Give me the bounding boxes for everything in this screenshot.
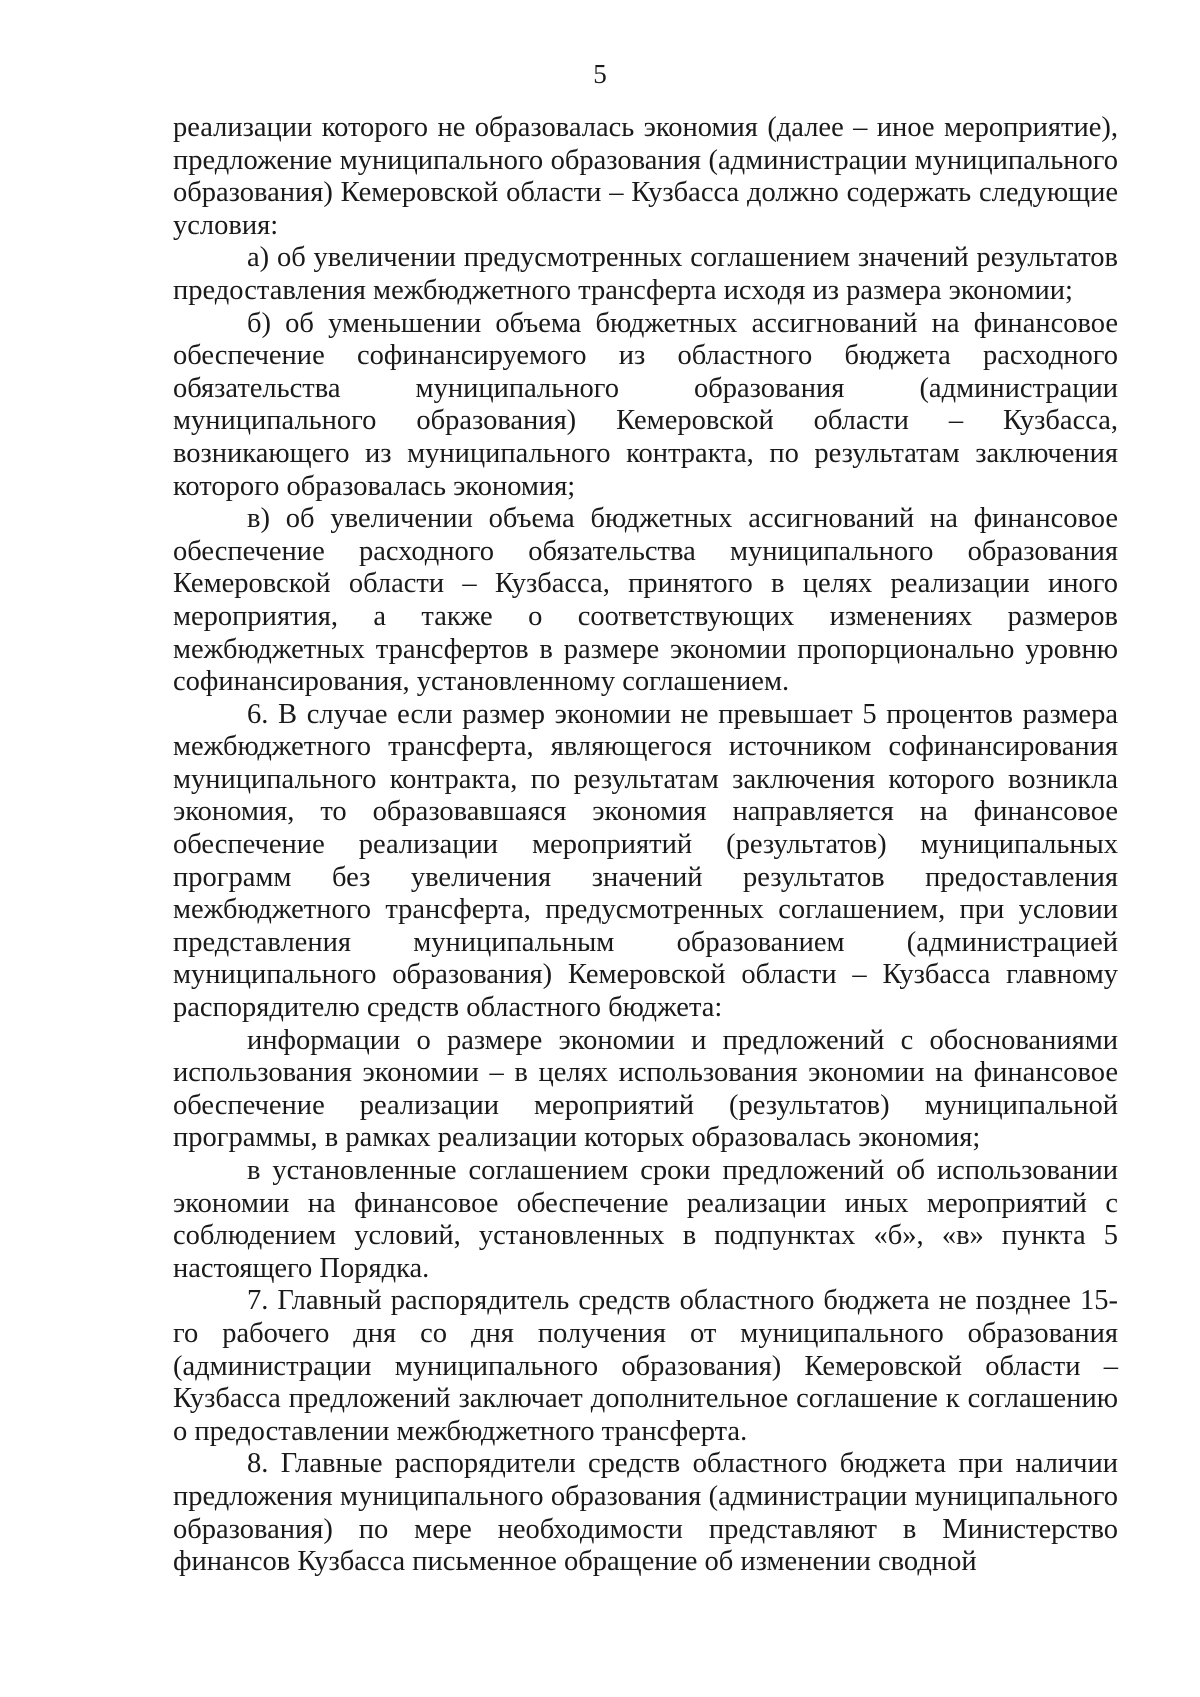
paragraph-clause-8: 8. Главные распорядители средств областного бюджета при наличии предложения муниципального образования (администрации муниципального образования) по мере необходимости представляют в Министерство финансов Кузбасса письменное обращение об изменении сводной	[173, 1448, 1118, 1578]
paragraph-clause-7: 7. Главный распорядитель средств областного бюджета не позднее 15-го рабочего дня со дня получения от муниципального образования (администрации муниципального образования) Кемеровской области – Кузбасса предложений заключает дополнительное соглашение к соглашению о предоставлении межбюджетного трансферта.	[173, 1285, 1118, 1447]
paragraph-clause-6-proposals: в установленные соглашением сроки предложений об использовании экономии на финансовое обеспечение реализации иных мероприятий с соблюдением условий, установленных в подпунктах «б», «в» пункта 5 настоящего Порядка.	[173, 1155, 1118, 1284]
paragraph-subitem-b: б) об уменьшении объема бюджетных ассигнований на финансовое обеспечение софинансируемого из областного бюджета расходного обязательства муниципального образования (администрации муниципального образования) Кемеровской области – Кузбасса, возникающего из муниципального контракта, по результатам заключения которого образовалась экономия;	[173, 307, 1118, 502]
paragraph-subitem-v: в) об увеличении объема бюджетных ассигнований на финансовое обеспечение расходного обязательства муниципального образования Кемеровской области – Кузбасса, принятого в целях реализации иного мероприятия, а также о соответствующих изменениях размеров межбюджетных трансфертов в размере экономии пропорционально уровню софинансирования, установленному соглашением.	[173, 503, 1118, 698]
page-number: 5	[593, 59, 607, 89]
document-body	[173, 112, 1118, 1579]
paragraph-continuation: реализации которого не образовалась экономия (далее – иное мероприятие), предложение муниципального образования (администрации муниципального образования) Кемеровской области – Кузбасса должно содержать следующие условия:	[173, 112, 1118, 241]
paragraph-clause-6-info: информации о размере экономии и предложений с обоснованиями использования экономии – в целях использования экономии на финансовое обеспечение реализации мероприятий (результатов) муниципальной программы, в рамках реализации которых образовалась экономия;	[173, 1024, 1118, 1154]
paragraph-subitem-a: а) об увеличении предусмотренных соглашением значений результатов предоставления межбюджетного трансферта исходя из размера экономии;	[173, 242, 1118, 306]
paragraph-clause-6: 6. В случае если размер экономии не превышает 5 процентов размера межбюджетного трансферта, являющегося источником софинансирования муниципального контракта, по результатам заключения которого возникла экономия, то образовавшаяся экономия направляется на финансовое обеспечение реализации мероприятий (результатов) муниципальных программ без увеличения значений результатов предоставления межбюджетного трансферта, предусмотренных соглашением, при условии представления муниципальным образованием (администрацией муниципального образования) Кемеровской области – Кузбасса главному распорядителю средств областного бюджета:	[173, 698, 1118, 1024]
